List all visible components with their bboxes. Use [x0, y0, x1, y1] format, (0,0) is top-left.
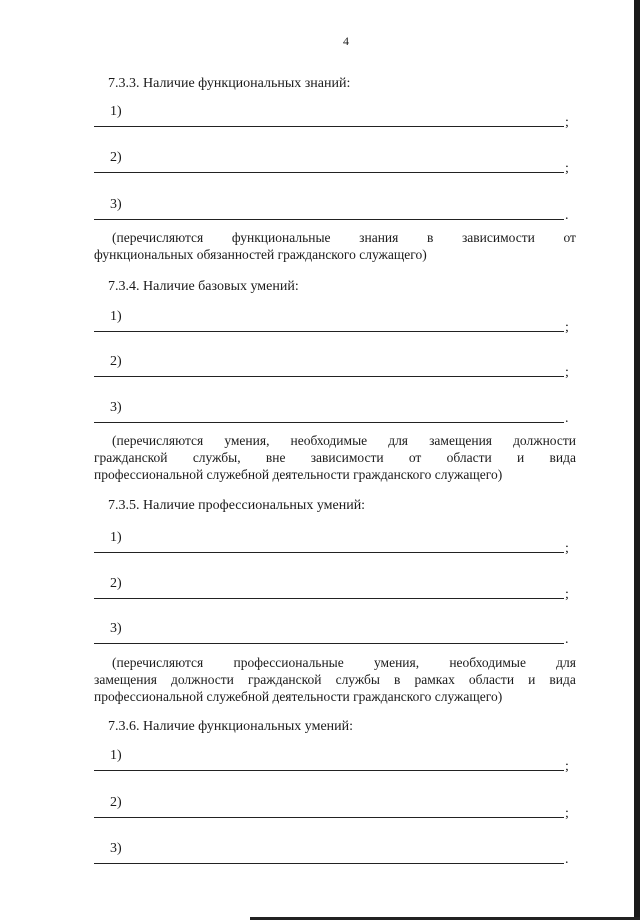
note-word: профессиональные	[233, 655, 344, 670]
fill-in-line	[94, 817, 564, 818]
list-item	[94, 795, 584, 825]
section-title-7-3-3: 7.3.3. Наличие функциональных знаний:	[108, 76, 351, 91]
list-item	[94, 104, 584, 134]
item-number: 1)	[110, 748, 122, 763]
list-item	[94, 748, 584, 778]
section-title-7-3-4: 7.3.4. Наличие базовых умений:	[108, 279, 299, 294]
note-word: замещения	[429, 433, 492, 448]
fill-in-line	[94, 126, 564, 127]
section-title-7-3-5: 7.3.5. Наличие профессиональных умений:	[108, 498, 366, 513]
item-ending: ;	[565, 161, 569, 176]
note-word: (перечисляются	[112, 655, 204, 670]
list-item	[94, 197, 584, 227]
note-word: и	[528, 672, 536, 687]
note-word: рамках	[414, 672, 455, 687]
fill-in-line	[94, 376, 564, 377]
note-line: функциональных обязанностей гражданского служащего)	[94, 247, 427, 262]
section-note-7-3-4	[94, 432, 576, 483]
item-number: 1)	[110, 309, 122, 324]
note-word: вида	[549, 672, 576, 687]
note-word: замещения	[94, 672, 157, 687]
note-word: области	[468, 672, 515, 687]
note-word: вне	[265, 450, 286, 465]
item-ending: .	[565, 632, 569, 647]
item-number: 1)	[110, 104, 122, 119]
note-line	[94, 654, 576, 671]
note-word: от	[408, 450, 422, 465]
note-word: в	[426, 230, 434, 245]
section-note-7-3-3	[94, 229, 576, 263]
item-number: 2)	[110, 576, 122, 591]
note-word: в	[394, 672, 401, 687]
item-ending: ;	[565, 115, 569, 130]
section-title-7-3-6: 7.3.6. Наличие функциональных умений:	[108, 719, 354, 734]
item-ending: ;	[565, 759, 569, 774]
note-word: (перечисляются	[112, 230, 204, 245]
fill-in-line	[94, 598, 564, 599]
note-word: для	[556, 655, 576, 670]
item-ending: ;	[565, 806, 569, 821]
note-word: и	[517, 450, 525, 465]
note-word: гражданской	[247, 672, 322, 687]
note-word: должности	[513, 433, 576, 448]
note-word: знания	[359, 230, 399, 245]
fill-in-line	[94, 552, 564, 553]
item-number: 3)	[110, 841, 122, 856]
note-word: вида	[549, 450, 576, 465]
item-number: 2)	[110, 795, 122, 810]
note-word: умения,	[224, 433, 270, 448]
list-item	[94, 150, 584, 180]
item-number: 1)	[110, 530, 122, 545]
note-line: профессиональной служебной деятельности гражданского служащего)	[94, 689, 503, 704]
list-item	[94, 621, 584, 651]
fill-in-line	[94, 219, 564, 220]
note-word: службы	[335, 672, 380, 687]
note-word: функциональные	[231, 230, 331, 245]
item-ending: ;	[565, 541, 569, 556]
item-ending: .	[565, 208, 569, 223]
item-number: 3)	[110, 621, 122, 636]
note-line: профессиональной служебной деятельности гражданского служащего)	[94, 467, 503, 482]
note-word: необходимые	[449, 655, 526, 670]
fill-in-line	[94, 770, 564, 771]
note-word: зависимости	[461, 230, 535, 245]
note-line	[94, 449, 576, 466]
list-item	[94, 530, 584, 560]
list-item	[94, 841, 584, 871]
list-item	[94, 354, 584, 384]
fill-in-line	[94, 422, 564, 423]
section-note-7-3-5	[94, 654, 576, 705]
note-line	[94, 671, 576, 688]
item-ending: ;	[565, 365, 569, 380]
note-word: области	[446, 450, 492, 465]
fill-in-line	[94, 172, 564, 173]
item-number: 3)	[110, 197, 122, 212]
note-word: умения,	[373, 655, 420, 670]
note-word: должности	[170, 672, 234, 687]
item-ending: .	[565, 852, 569, 867]
note-line	[94, 432, 576, 449]
list-item	[94, 576, 584, 606]
item-number: 3)	[110, 400, 122, 415]
fill-in-line	[94, 331, 564, 332]
note-line	[94, 229, 576, 246]
scan-edge	[634, 0, 640, 920]
note-word: от	[563, 230, 576, 245]
note-word: службы,	[192, 450, 241, 465]
list-item	[94, 309, 584, 339]
note-word: (перечисляются	[112, 433, 204, 448]
note-word: необходимые	[290, 433, 368, 448]
item-ending: ;	[565, 587, 569, 602]
note-word: для	[388, 433, 409, 448]
note-word: зависимости	[310, 450, 384, 465]
note-word: гражданской	[94, 450, 168, 465]
item-number: 2)	[110, 150, 122, 165]
item-number: 2)	[110, 354, 122, 369]
item-ending: .	[565, 411, 569, 426]
list-item	[94, 400, 584, 430]
fill-in-line	[94, 643, 564, 644]
page-number: 4	[343, 34, 349, 48]
fill-in-line	[94, 863, 564, 864]
item-ending: ;	[565, 320, 569, 335]
